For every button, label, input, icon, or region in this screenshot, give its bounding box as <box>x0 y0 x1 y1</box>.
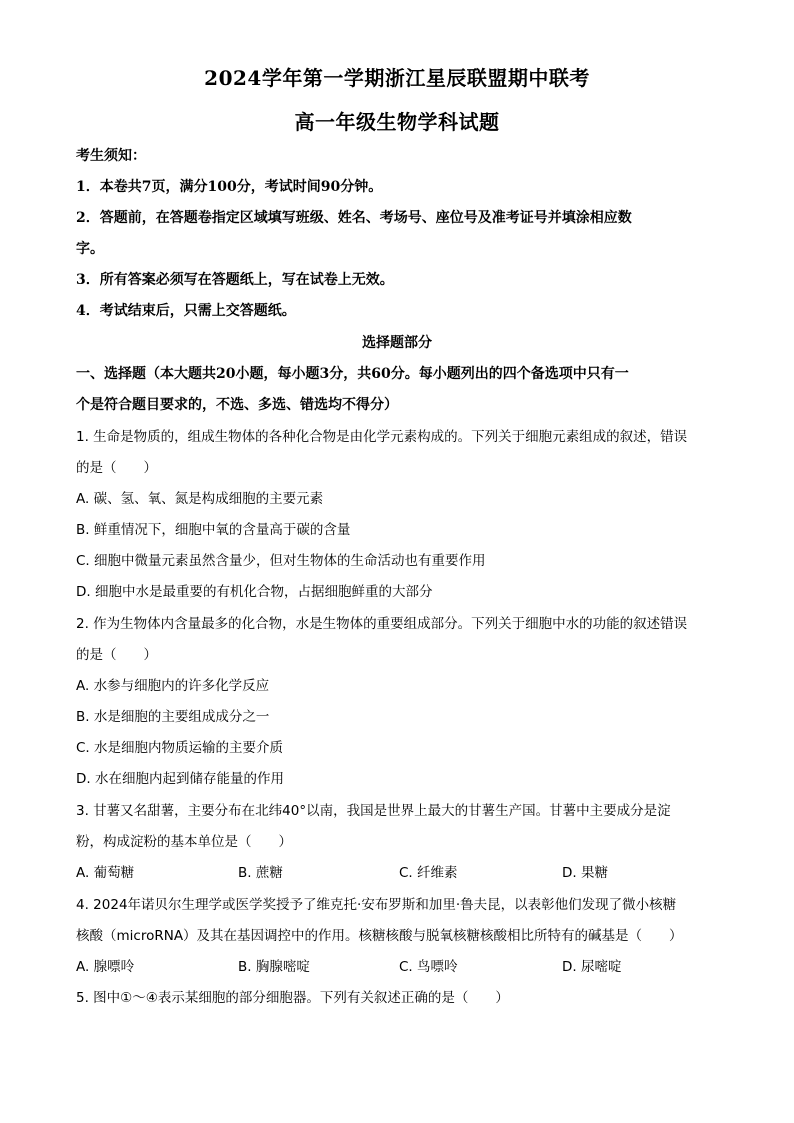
q4-option-c: C. 鸟嘌呤 <box>399 959 458 975</box>
q4-option-b: B. 胸腺嘧啶 <box>238 959 310 975</box>
q1-option-b: B. 鲜重情况下，细胞中氧的含量高于碳的含量 <box>76 522 351 538</box>
q5-stem-1: 5. 图中①～④表示某细胞的部分细胞器。下列有关叙述正确的是（ ） <box>76 990 509 1006</box>
q3-option-b: B. 蔗糖 <box>238 865 283 881</box>
q1-option-a: A. 碳、氢、氧、氮是构成细胞的主要元素 <box>76 491 324 507</box>
q1-option-d: D. 细胞中水是最重要的有机化合物，占据细胞鲜重的大部分 <box>76 584 433 600</box>
q4-option-d: D. 尿嘧啶 <box>562 959 622 975</box>
q2-option-b: B. 水是细胞的主要组成成分之一 <box>76 709 270 725</box>
q3-option-c: C. 纤维素 <box>399 865 458 881</box>
q3-option-d: D. 果糖 <box>562 865 608 881</box>
section-instructions-2: 个是符合题目要求的，不选、多选、错选均不得分） <box>76 397 398 413</box>
exam-title: 2024学年第一学期浙江星辰联盟期中联考 <box>204 66 590 90</box>
q2-option-d: D. 水在细胞内起到储存能量的作用 <box>76 771 284 787</box>
q1-stem-1: 1. 生命是物质的，组成生物体的各种化合物是由化学元素构成的。下列关于细胞元素组成的叙述，错误 <box>76 429 688 445</box>
q4-option-a: A. 腺嘌呤 <box>76 959 135 975</box>
notice-item-1: 1．本卷共7页，满分100分，考试时间90分钟。 <box>76 179 383 195</box>
notice-item-4: 4．考试结束后，只需上交答题纸。 <box>76 303 296 319</box>
section-label: 选择题部分 <box>362 335 432 351</box>
section-instructions-1: 一、选择题（本大题共20小题，每小题3分，共60分。每小题列出的四个备选项中只有一 <box>76 366 629 382</box>
q2-stem-2: 的是（ ） <box>76 647 157 663</box>
exam-subtitle: 高一年级生物学科试题 <box>294 110 500 134</box>
q4-stem-1: 4. 2024年诺贝尔生理学或医学奖授予了维克托·安布罗斯和加里·鲁夫昆，以表彰他们发现了微小核糖 <box>76 897 677 913</box>
q2-option-a: A. 水参与细胞内的许多化学反应 <box>76 678 270 694</box>
notice-item-3: 3．所有答案必须写在答题纸上，写在试卷上无效。 <box>76 272 394 288</box>
q2-option-c: C. 水是细胞内物质运输的主要介质 <box>76 740 284 756</box>
q4-stem-2: 核酸（microRNA）及其在基因调控中的作用。核糖核酸与脱氧核糖核酸相比所特有的碱基是（ ） <box>76 928 683 944</box>
q1-stem-2: 的是（ ） <box>76 460 157 476</box>
q3-stem-2: 粉，构成淀粉的基本单位是（ ） <box>76 834 292 850</box>
notice-heading: 考生须知： <box>76 148 146 164</box>
q3-option-a: A. 葡萄糖 <box>76 865 135 881</box>
q3-stem-1: 3. 甘薯又名甜薯，主要分布在北纬40°以南，我国是世界上最大的甘薯生产国。甘薯中主要成分是淀 <box>76 803 671 819</box>
notice-item-2: 2．答题前，在答题卷指定区域填写班级、姓名、考场号、座位号及准考证号并填涂相应数 <box>76 210 632 226</box>
notice-item-2-cont: 字。 <box>76 241 104 257</box>
q1-option-c: C. 细胞中微量元素虽然含量少，但对生物体的生命活动也有重要作用 <box>76 553 486 569</box>
q2-stem-1: 2. 作为生物体内含量最多的化合物，水是生物体的重要组成部分。下列关于细胞中水的功能的叙述错误 <box>76 616 688 632</box>
